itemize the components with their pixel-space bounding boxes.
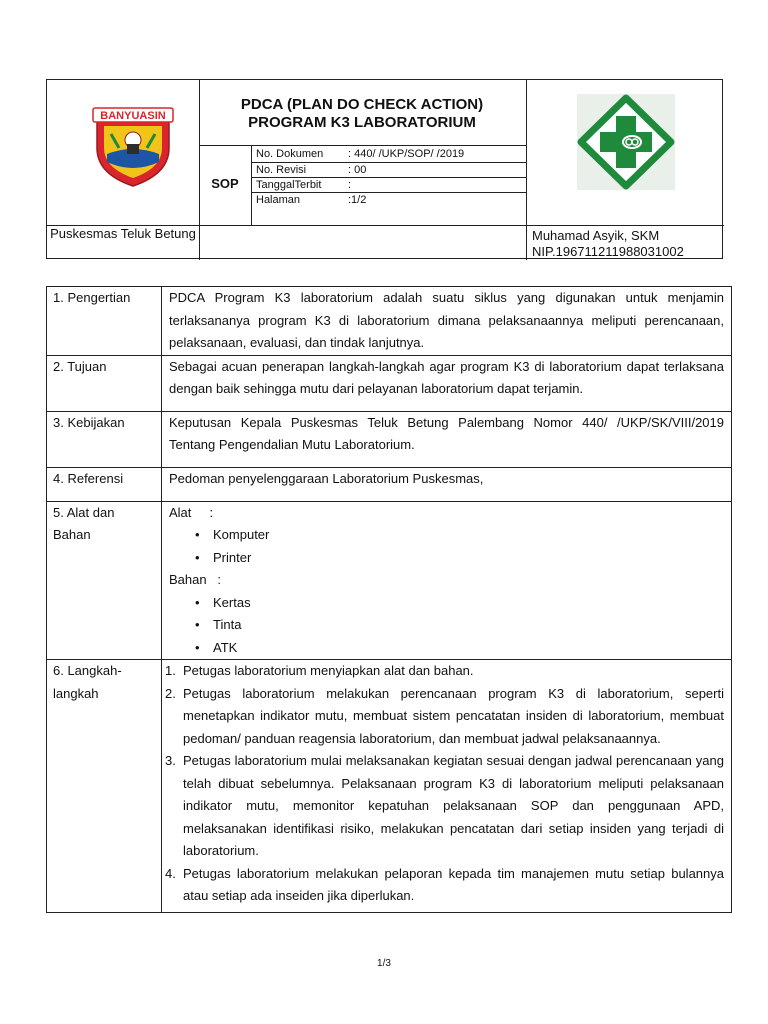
- banyuasin-logo: [91, 104, 175, 188]
- step-item: [165, 683, 724, 751]
- signatory-name: Muhamad Asyik, SKM: [532, 228, 660, 243]
- divider: [199, 145, 526, 146]
- list-item: • Kertas: [195, 592, 724, 615]
- section-tujuan: [47, 355, 732, 411]
- institution-name: Puskesmas Teluk Betung: [50, 226, 196, 241]
- step-number: 4.: [165, 865, 176, 881]
- section-content: [162, 501, 732, 660]
- steps-list: [165, 660, 724, 908]
- section-text: PDCA Program K3 laboratorium adalah suatu siklus yang digunakan untuk menjamin terlaksananya program K3 di laboratorium dimana pelaksanaannya meliputi perencanaan, pelaksanaan, evaluasi, dan tindak lanjutnya.: [162, 287, 732, 356]
- section-label: 5. Alat dan Bahan: [47, 501, 162, 660]
- section-alat-bahan: [47, 501, 732, 660]
- step-number: 2.: [165, 685, 176, 701]
- section-pengertian: [47, 287, 732, 356]
- meta-key: Halaman: [256, 194, 301, 206]
- section-content: [162, 660, 732, 913]
- page-number: 1/3: [377, 958, 391, 969]
- list-item: • Komputer: [195, 524, 724, 547]
- step-item: [165, 750, 724, 863]
- meta-key: TanggalTerbit: [256, 179, 322, 191]
- step-text: Petugas laboratorium mulai melaksanakan kegiatan sesuai dengan jadwal perencanaan yang telah dibuat sebelumnya. Pelaksanaan program K3 di laboratorium meliputi pelaksanaan indikator mutu, memonitor kepatuhan pelaksanaan SOP dan penggunaan APD, melaksanakan identifikasi risiko, melakukan pencatatan dari setiap insiden yang terjadi di laboratorium.: [183, 753, 724, 858]
- signatory: [532, 228, 722, 260]
- sop-content-table: [46, 286, 732, 913]
- step-item: [165, 660, 724, 683]
- step-item: [165, 863, 724, 908]
- section-label: 3. Kebijakan: [47, 411, 162, 467]
- step-text: Petugas laboratorium melakukan pelaporan kepada tim manajemen mutu setiap bulannya atau setiap ada inseiden jika diperlukan.: [183, 865, 724, 903]
- step-text: Petugas laboratorium menyiapkan alat dan bahan.: [183, 663, 474, 678]
- signatory-nip: NIP.196711211988031002: [532, 244, 684, 259]
- step-text: Petugas laboratorium melakukan perencanaan program K3 di laboratorium, seperti menetapkan indikator mutu, membuat sistem pencatatan insiden di laboratorium, membuat pedoman/ panduan reagensia laboratorium, dan membuat jadwal pelaksanaannya.: [183, 685, 724, 746]
- alat-list: [169, 524, 724, 569]
- meta-key: No. Dokumen: [256, 148, 324, 160]
- list-item: • ATK: [195, 637, 724, 660]
- section-label: 1. Pengertian: [47, 287, 162, 356]
- section-referensi: [47, 467, 732, 501]
- bahan-heading: Bahan :: [169, 572, 222, 587]
- sop-label: SOP: [211, 176, 239, 191]
- title-line-1: PDCA (PLAN DO CHECK ACTION): [240, 96, 484, 113]
- section-label: 4. Referensi: [47, 467, 162, 501]
- bahan-list: [169, 592, 724, 660]
- section-kebijakan: [47, 411, 732, 467]
- meta-key: No. Revisi: [256, 164, 307, 176]
- section-langkah: [47, 660, 732, 913]
- meta-value: :: [348, 179, 352, 191]
- document-header: [46, 79, 723, 259]
- puskesmas-logo: [577, 94, 675, 190]
- section-text: Sebagai acuan penerapan langkah-langkah agar program K3 di laboratorium dapat terlaksana dengan baik sehingga mutu dari pelayanan laboratorium dapat terjamin.: [162, 355, 732, 411]
- list-item: • Printer: [195, 547, 724, 570]
- meta-value: :1/2: [348, 194, 367, 206]
- step-number: 3.: [165, 753, 176, 768]
- document-title: [199, 96, 525, 132]
- section-text: Pedoman penyelenggaraan Laboratorium Puskesmas,: [162, 467, 732, 501]
- divider: [251, 145, 252, 225]
- meta-value: : 00: [348, 164, 367, 176]
- divider: [526, 80, 527, 260]
- alat-heading: Alat :: [169, 504, 214, 520]
- title-line-2: PROGRAM K3 LABORATORIUM: [248, 114, 476, 131]
- meta-value: : 440/ /UKP/SOP/ /2019: [348, 148, 465, 160]
- section-label: 2. Tujuan: [47, 355, 162, 411]
- logo-banner-text: BANYUASIN: [100, 110, 166, 122]
- section-label: 6. Langkah-langkah: [47, 660, 162, 913]
- step-number: 1.: [165, 663, 176, 678]
- section-text: Keputusan Kepala Puskesmas Teluk Betung Palembang Nomor 440/ /UKP/SK/VIII/2019 Tentang Pengendalian Mutu Laboratorium.: [162, 411, 732, 467]
- list-item: • Tinta: [195, 614, 724, 637]
